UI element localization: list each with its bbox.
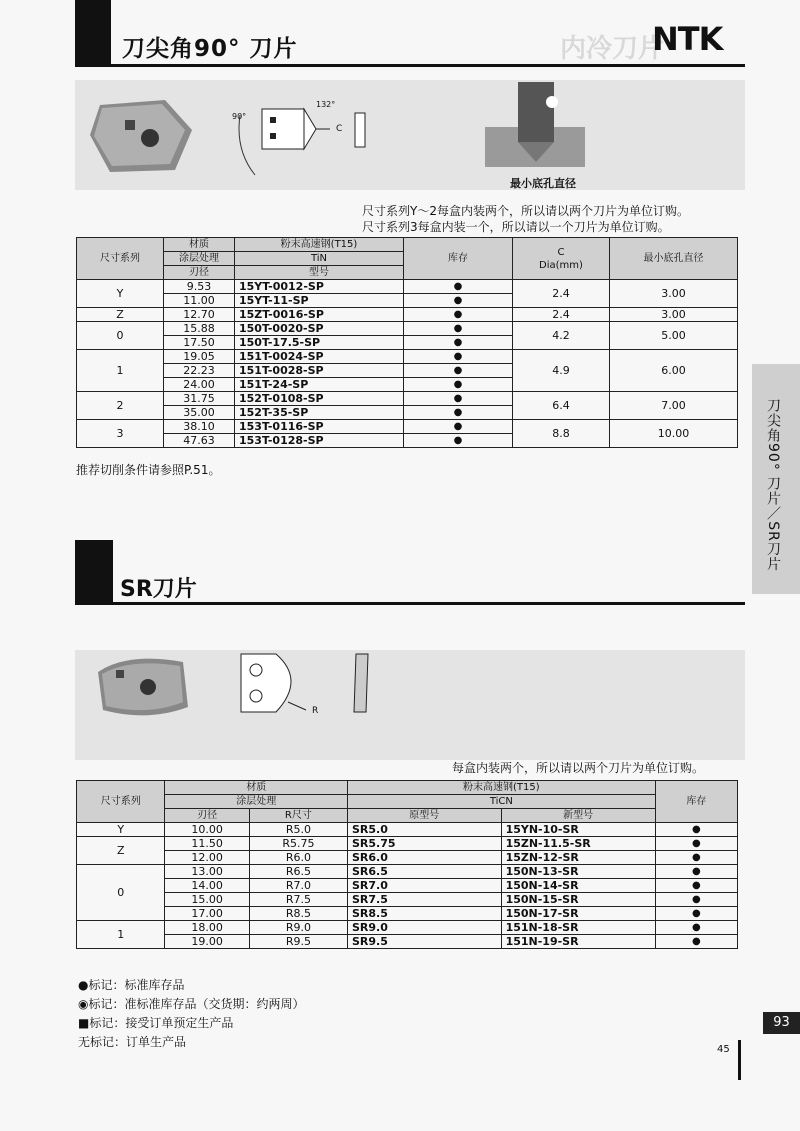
size-cell: Z	[77, 837, 165, 865]
sp-insert-table	[76, 237, 738, 448]
stock-cell: ●	[404, 364, 513, 378]
col-stock: 库存	[404, 238, 513, 280]
model-cell: 151T-24-SP	[235, 378, 404, 392]
section2-rule	[75, 602, 745, 605]
new-model-cell: 151N-18-SR	[501, 921, 655, 935]
stock-cell: ●	[404, 308, 513, 322]
model-cell: 152T-0108-SP	[235, 392, 404, 406]
table-row	[77, 907, 738, 921]
sr-insert-photo	[88, 652, 198, 722]
col-dia: 刃径	[165, 809, 249, 823]
table-row	[77, 350, 738, 364]
stock-cell: ●	[655, 865, 737, 879]
stock-cell: ●	[655, 893, 737, 907]
c-cell: 2.4	[513, 280, 610, 308]
size-cell: 0	[77, 865, 165, 921]
r-label: R	[312, 706, 319, 716]
table-row	[77, 851, 738, 865]
sr-dimension-diagram	[236, 650, 376, 720]
new-model-cell: 150N-13-SR	[501, 865, 655, 879]
old-model-cell: SR7.0	[348, 879, 502, 893]
legend-standard: ●标记：标准库存品	[78, 978, 185, 992]
angle-90-label: 90°	[232, 112, 247, 121]
col-c	[513, 238, 610, 280]
col-material: 材质	[165, 781, 348, 795]
stock-cell: ●	[655, 837, 737, 851]
c-label: C	[336, 124, 343, 134]
new-model-cell: 150N-15-SR	[501, 893, 655, 907]
dia-cell: 38.10	[164, 420, 235, 434]
r-cell: R9.5	[249, 935, 347, 949]
section2-title: SR刀片	[120, 577, 197, 602]
c-cell: 6.4	[513, 392, 610, 420]
angle-132-label: 132°	[316, 100, 336, 109]
stock-cell: ●	[404, 322, 513, 336]
legend	[78, 976, 304, 1052]
stock-cell: ●	[655, 907, 737, 921]
r-cell: R9.0	[249, 921, 347, 935]
section2-block	[75, 540, 113, 604]
dia-cell: 35.00	[164, 406, 235, 420]
c-header: C	[557, 246, 565, 258]
table-row	[77, 935, 738, 949]
col-r: R尺寸	[249, 809, 347, 823]
table-row	[77, 921, 738, 935]
table-row	[77, 308, 738, 322]
insert-dimension-diagram	[230, 95, 370, 180]
model-cell: 153T-0128-SP	[235, 434, 404, 448]
order-note-1: 尺寸系列Y～2每盒内装两个，所以请以两个刀片为单位订购。	[362, 204, 689, 218]
col-new-model: 新型号	[501, 809, 655, 823]
size-cell: 2	[77, 392, 164, 420]
stock-cell: ●	[404, 420, 513, 434]
stock-cell: ●	[404, 378, 513, 392]
dia-cell: 17.00	[165, 907, 249, 921]
new-model-cell: 15ZN-11.5-SR	[501, 837, 655, 851]
sr-order-note: 每盒内装两个，所以请以两个刀片为单位订购。	[452, 761, 705, 775]
table-row	[77, 893, 738, 907]
table-row	[77, 823, 738, 837]
header-rule	[75, 64, 745, 67]
model-cell: 152T-35-SP	[235, 406, 404, 420]
model-cell: 15ZT-0016-SP	[235, 308, 404, 322]
brand-logo: NTK	[652, 20, 723, 58]
col-coating: 涂层处理	[164, 252, 235, 266]
dia-cell: 14.00	[165, 879, 249, 893]
sr-insert-table	[76, 780, 738, 949]
page-number: 45	[717, 1044, 730, 1055]
table-row	[77, 420, 738, 434]
min-cell: 3.00	[610, 280, 738, 308]
model-cell: 153T-0116-SP	[235, 420, 404, 434]
dia-cell: 10.00	[165, 823, 249, 837]
dia-cell: 31.75	[164, 392, 235, 406]
ghost-title: 内冷刀片	[560, 34, 665, 64]
page-bar	[738, 1040, 741, 1080]
dia-cell: 15.00	[165, 893, 249, 907]
stock-cell: ●	[404, 294, 513, 308]
stock-cell: ●	[404, 336, 513, 350]
dia-cell: 11.00	[164, 294, 235, 308]
stock-cell: ●	[655, 921, 737, 935]
col-model: 型号	[235, 266, 404, 280]
stock-cell: ●	[655, 851, 737, 865]
dia-cell: 22.23	[164, 364, 235, 378]
model-cell: 15YT-0012-SP	[235, 280, 404, 294]
size-cell: Z	[77, 308, 164, 322]
stock-cell: ●	[404, 350, 513, 364]
header-block	[75, 0, 111, 66]
col-old-model: 原型号	[348, 809, 502, 823]
cutting-conditions-note: 推荐切削条件请参照P.51。	[76, 463, 221, 477]
r-cell: R6.0	[249, 851, 347, 865]
size-cell: 1	[77, 350, 164, 392]
col-tin: TiN	[235, 252, 404, 266]
stock-cell: ●	[404, 406, 513, 420]
table-row	[77, 280, 738, 294]
new-model-cell: 15ZN-12-SR	[501, 851, 655, 865]
dia-cell: 11.50	[165, 837, 249, 851]
size-cell: 3	[77, 420, 164, 448]
legend-semi-standard: ◉标记：准标准库存品（交货期：约两周）	[78, 997, 305, 1011]
stock-cell: ●	[655, 879, 737, 893]
insert-photo	[80, 90, 200, 180]
col-stock: 库存	[655, 781, 737, 823]
old-model-cell: SR7.5	[348, 893, 502, 907]
col-size: 尺寸系列	[77, 238, 164, 280]
table-row	[77, 879, 738, 893]
stock-cell: ●	[404, 280, 513, 294]
min-cell: 7.00	[610, 392, 738, 420]
drill-hole-diagram	[480, 82, 590, 172]
dia-cell: 13.00	[165, 865, 249, 879]
table-row	[77, 322, 738, 336]
new-model-cell: 150N-17-SR	[501, 907, 655, 921]
min-cell: 3.00	[610, 308, 738, 322]
model-cell: 150T-0020-SP	[235, 322, 404, 336]
table-row	[77, 865, 738, 879]
col-hss: 粉末高速钢(T15)	[235, 238, 404, 252]
r-cell: R8.5	[249, 907, 347, 921]
col-hss: 粉末高速钢(T15)	[348, 781, 656, 795]
size-cell: Y	[77, 280, 164, 308]
min-cell: 5.00	[610, 322, 738, 350]
size-cell: 1	[77, 921, 165, 949]
old-model-cell: SR6.0	[348, 851, 502, 865]
side-tab-label: 刀尖角90° 刀片／SR刀片	[765, 398, 781, 572]
size-cell: Y	[77, 823, 165, 837]
old-model-cell: SR8.5	[348, 907, 502, 921]
c-cell: 8.8	[513, 420, 610, 448]
page-title: 刀尖角90° 刀片	[122, 36, 298, 62]
new-model-cell: 151N-19-SR	[501, 935, 655, 949]
dia-cell: 15.88	[164, 322, 235, 336]
size-cell: 0	[77, 322, 164, 350]
c-unit-header: Dia(mm)	[539, 259, 583, 271]
dia-cell: 18.00	[165, 921, 249, 935]
old-model-cell: SR6.5	[348, 865, 502, 879]
old-model-cell: SR5.75	[348, 837, 502, 851]
r-cell: R6.5	[249, 865, 347, 879]
old-model-cell: SR5.0	[348, 823, 502, 837]
dia-cell: 9.53	[164, 280, 235, 294]
r-cell: R7.5	[249, 893, 347, 907]
dia-cell: 24.00	[164, 378, 235, 392]
col-dia: 刃径	[164, 266, 235, 280]
model-cell: 151T-0028-SP	[235, 364, 404, 378]
col-min-hole: 最小底孔直径	[610, 238, 738, 280]
model-cell: 151T-0024-SP	[235, 350, 404, 364]
stock-cell: ●	[404, 434, 513, 448]
r-cell: R7.0	[249, 879, 347, 893]
model-cell: 150T-17.5-SP	[235, 336, 404, 350]
r-cell: R5.0	[249, 823, 347, 837]
new-model-cell: 15YN-10-SR	[501, 823, 655, 837]
page-tab-number: 93	[763, 1012, 800, 1034]
stock-cell: ●	[655, 823, 737, 837]
min-hole-caption: 最小底孔直径	[510, 177, 576, 190]
new-model-cell: 150N-14-SR	[501, 879, 655, 893]
dia-cell: 19.05	[164, 350, 235, 364]
legend-made-to-order-planned: ■标记：接受订单预定生产品	[78, 1016, 234, 1030]
c-cell: 4.9	[513, 350, 610, 392]
stock-cell: ●	[404, 392, 513, 406]
dia-cell: 17.50	[164, 336, 235, 350]
c-cell: 4.2	[513, 322, 610, 350]
r-cell: R5.75	[249, 837, 347, 851]
c-cell: 2.4	[513, 308, 610, 322]
old-model-cell: SR9.0	[348, 921, 502, 935]
order-note-2: 尺寸系列3每盒内装一个，所以请以一个刀片为单位订购。	[362, 220, 670, 234]
old-model-cell: SR9.5	[348, 935, 502, 949]
dia-cell: 12.00	[165, 851, 249, 865]
dia-cell: 12.70	[164, 308, 235, 322]
min-cell: 10.00	[610, 420, 738, 448]
col-material: 材质	[164, 238, 235, 252]
col-size: 尺寸系列	[77, 781, 165, 823]
stock-cell: ●	[655, 935, 737, 949]
dia-cell: 47.63	[164, 434, 235, 448]
table-row	[77, 837, 738, 851]
table-row	[77, 392, 738, 406]
legend-made-to-order: 无标记：订单生产品	[78, 1035, 187, 1049]
dia-cell: 19.00	[165, 935, 249, 949]
col-coating: 涂层处理	[165, 795, 348, 809]
col-ticn: TiCN	[348, 795, 656, 809]
min-cell: 6.00	[610, 350, 738, 392]
model-cell: 15YT-11-SP	[235, 294, 404, 308]
